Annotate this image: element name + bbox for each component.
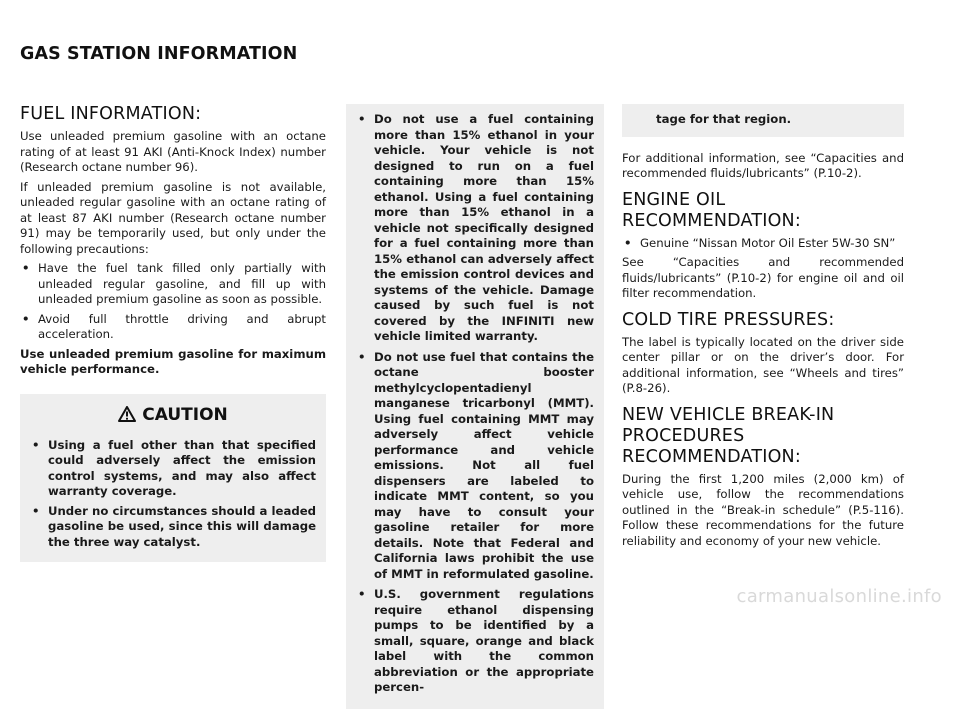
list-item: • U.S. government regulations require ethanol dispensing pumps to be identified by a small, square, orange and black label with the common abbreviation or the appropriate percen- [358,587,594,694]
cold-tire-para: The label is typically located on the driver side center pillar or on the driver’s door. For additional information, see “Wheels and tires” (P.8-26). [622,334,904,395]
bullet-marker: • [22,311,30,326]
fuel-info-para-2: If unleaded premium gasoline is not available, unleaded regular gasoline with an octane rating of at least 87 AKI number (Research octane number 91) may be temporarily used, but only under the following precautions: [20,179,326,256]
list-item: • Do not use fuel that contains the octane booster methylcyclopentadienyl manganese tricarbonyl (MMT). Using fuel containing MMT may adversely affect vehicle performance and vehicle emissions. Not all fuel dispensers are labeled to indicate MMT content, so you may have to consult your gasoline retailer for more details. Note that Federal and California laws prohibit the use of MMT in reformulated gasoline. [358,349,594,581]
list-item: • Genuine “Nissan Motor Oil Ester 5W-30 SN” [624,235,896,250]
warning-box [346,104,604,709]
caution-title: CAUTION [142,404,228,425]
engine-oil-heading: ENGINE OIL RECOMMENDATION: [622,189,801,231]
fuel-info-para-1: Use unleaded premium gasoline with an octane rating of at least 91 AKI (Anti-Knock Index) number (Research octane number 96). [20,129,326,174]
column-2 [346,104,604,709]
bullet-marker: • [22,261,30,275]
engine-oil-list [622,236,904,252]
fuel-info-heading: FUEL INFORMATION: [20,104,202,124]
cold-tire-heading: COLD TIRE PRESSURES: [622,309,835,330]
caution-list [30,438,316,551]
list-item: • Avoid full throttle driving and abrupt acceleration. [22,311,326,341]
list-item: • Using a fuel other than that specified could adversely affect the emission control systems, and may also affect warranty coverage. [32,437,316,498]
bullet-marker: • [358,112,366,126]
warning-triangle-icon [118,405,142,425]
engine-oil-para: See “Capacities and recommended fluids/lubricants” (P.10-2) for engine oil and oil filter recommendation. [622,255,904,300]
break-in-heading: NEW VEHICLE BREAK-IN PROCEDURES RECOMMENDATION: [622,404,835,467]
fuel-precautions-list [20,261,326,343]
column-1 [20,104,326,562]
page-title: GAS STATION INFORMATION [20,44,298,64]
list-item: • Under no circumstances should a leaded gasoline be used, since this will damage the three way catalyst. [32,503,316,549]
warning-list [356,112,594,696]
bullet-marker: • [32,503,40,518]
caution-box [20,394,326,563]
list-item: • Do not use a fuel containing more than 15% ethanol in your vehicle. Your vehicle is not designed to run on a fuel containing more than 15% ethanol. Using a fuel containing more than 15% ethanol in a vehicle not specifically designed for a fuel containing more than 15% ethanol can adversely affect the emission control devices and systems of the vehicle. Damage caused by such fuel is not covered by the INFINITI new vehicle limited warranty. [358,112,594,343]
warning-continuation-box [622,104,904,137]
column-3 [622,104,904,553]
watermark: carmanualsonline.info [736,586,942,607]
break-in-para: During the first 1,200 miles (2,000 km) of vehicle use, follow the recommendations outlined in the “Break-in schedule” (P.5-116). Follow these recommendations for the future reliability and economy of your new vehicle. [622,471,904,548]
list-item: • Have the fuel tank filled only partially with unleaded regular gasoline, and fill up with unleaded premium gasoline as soon as possible. [22,261,326,306]
bullet-marker: • [358,587,366,601]
bullet-marker: • [358,349,366,364]
bullet-marker: • [624,235,632,250]
warning-continuation-text: tage for that region. [656,112,792,126]
fuel-info-para-3: Use unleaded premium gasoline for maximum vehicle performance. [20,346,326,376]
bullet-marker: • [32,437,40,452]
additional-info-text: For additional information, see “Capacities and recommended fluids/lubricants” (P.10-2). [622,150,904,180]
caution-header [30,402,316,428]
